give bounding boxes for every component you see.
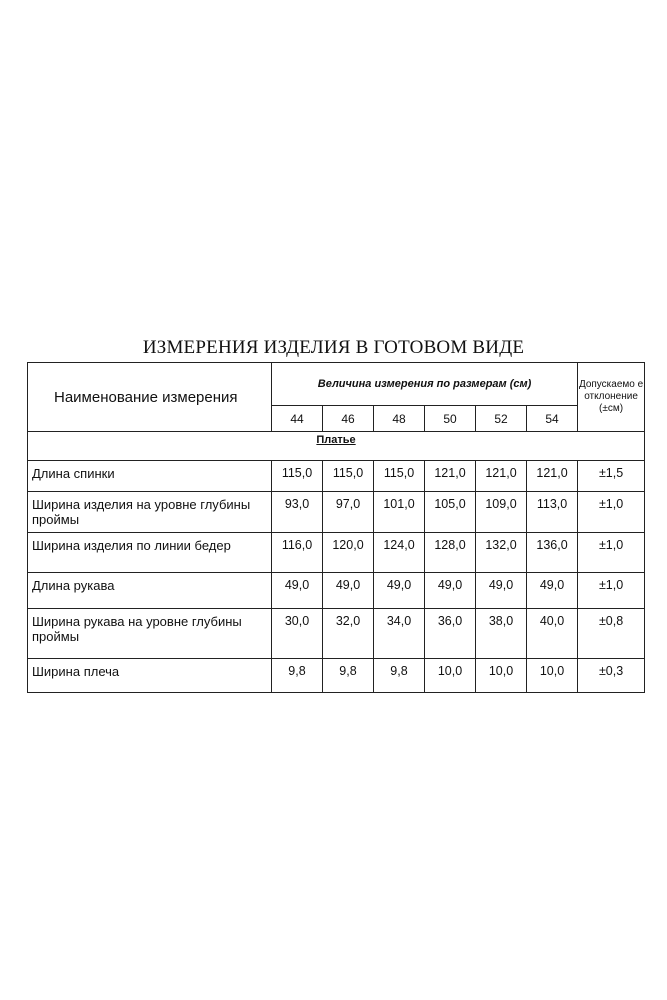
measurement-value: 49,0 xyxy=(527,573,578,609)
measurement-name-header: Наименование измерения xyxy=(28,363,272,432)
measurement-value: 124,0 xyxy=(374,533,425,573)
measurement-value: 113,0 xyxy=(527,492,578,533)
measurement-value: 115,0 xyxy=(374,461,425,492)
measurement-name: Длина спинки xyxy=(28,461,272,492)
tolerance-value: ±1,0 xyxy=(578,533,645,573)
measurement-name: Длина рукава xyxy=(28,573,272,609)
size-header: 54 xyxy=(527,406,578,432)
measurement-value: 9,8 xyxy=(374,659,425,693)
section-row xyxy=(28,432,645,461)
measurement-value: 121,0 xyxy=(527,461,578,492)
measurement-value: 120,0 xyxy=(323,533,374,573)
measurement-value: 115,0 xyxy=(272,461,323,492)
measurement-value: 30,0 xyxy=(272,609,323,659)
size-header: 46 xyxy=(323,406,374,432)
table-row xyxy=(28,609,645,659)
measurements-table xyxy=(27,362,645,693)
measurement-value: 93,0 xyxy=(272,492,323,533)
size-header: 48 xyxy=(374,406,425,432)
size-header: 50 xyxy=(425,406,476,432)
measurement-value: 10,0 xyxy=(527,659,578,693)
measurement-value: 32,0 xyxy=(323,609,374,659)
size-header: 44 xyxy=(272,406,323,432)
measurement-value: 9,8 xyxy=(323,659,374,693)
tolerance-header-text: Допускаемо е отклонение (±см) xyxy=(578,379,644,414)
table-row xyxy=(28,573,645,609)
measurement-value: 109,0 xyxy=(476,492,527,533)
measurement-value: 9,8 xyxy=(272,659,323,693)
measurement-value: 10,0 xyxy=(425,659,476,693)
tolerance-header xyxy=(578,363,645,432)
size-group-header: Величина измерения по размерам (см) xyxy=(272,363,578,406)
tolerance-value: ±0,8 xyxy=(578,609,645,659)
measurement-name: Ширина изделия по линии бедер xyxy=(28,533,272,573)
table-row xyxy=(28,461,645,492)
tolerance-value: ±1,0 xyxy=(578,492,645,533)
measurement-value: 115,0 xyxy=(323,461,374,492)
table-row xyxy=(28,659,645,693)
measurement-value: 49,0 xyxy=(374,573,425,609)
measurement-value: 36,0 xyxy=(425,609,476,659)
table-row xyxy=(28,533,645,573)
section-title: Платье xyxy=(28,432,645,461)
measurement-value: 34,0 xyxy=(374,609,425,659)
measurement-value: 116,0 xyxy=(272,533,323,573)
measurement-name: Ширина плеча xyxy=(28,659,272,693)
measurement-value: 49,0 xyxy=(323,573,374,609)
measurement-value: 121,0 xyxy=(476,461,527,492)
measurement-value: 128,0 xyxy=(425,533,476,573)
measurement-value: 105,0 xyxy=(425,492,476,533)
tolerance-value: ±1,5 xyxy=(578,461,645,492)
tolerance-value: ±0,3 xyxy=(578,659,645,693)
measurement-value: 49,0 xyxy=(272,573,323,609)
measurement-value: 10,0 xyxy=(476,659,527,693)
measurement-value: 38,0 xyxy=(476,609,527,659)
table-header-row xyxy=(28,363,645,406)
measurement-value: 97,0 xyxy=(323,492,374,533)
measurement-value: 132,0 xyxy=(476,533,527,573)
table-row xyxy=(28,492,645,533)
measurement-value: 136,0 xyxy=(527,533,578,573)
measurement-value: 40,0 xyxy=(527,609,578,659)
document-title: ИЗМЕРЕНИЯ ИЗДЕЛИЯ В ГОТОВОМ ВИДЕ xyxy=(142,337,525,358)
measurement-value: 49,0 xyxy=(476,573,527,609)
tolerance-value: ±1,0 xyxy=(578,573,645,609)
measurement-value: 49,0 xyxy=(425,573,476,609)
size-header: 52 xyxy=(476,406,527,432)
measurement-value: 121,0 xyxy=(425,461,476,492)
measurement-name: Ширина рукава на уровне глубины проймы xyxy=(28,609,272,659)
measurement-name: Ширина изделия на уровне глубины проймы xyxy=(28,492,272,533)
measurement-value: 101,0 xyxy=(374,492,425,533)
